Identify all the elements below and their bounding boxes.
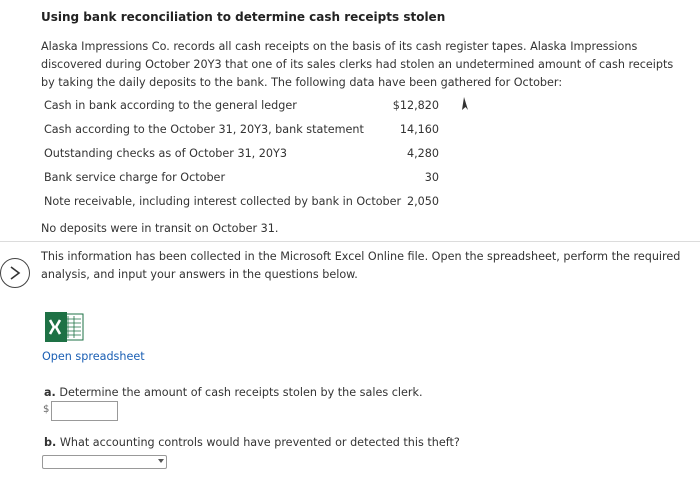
problem-intro: Alaska Impressions Co. records all cash receipts on the basis of its cash register tapes. Alaska Impressions discovered during October 20Y3 that one of its sales clerks had stolen an undetermined amount of cash receipts by taking the daily deposits to the bank. The following data have been gathered for October: <box>41 40 674 89</box>
table-row <box>41 193 451 217</box>
stolen-amount-input[interactable] <box>51 401 118 421</box>
row-value: 2,050 <box>406 195 439 208</box>
open-spreadsheet-link[interactable]: Open spreadsheet <box>42 350 145 363</box>
currency-symbol: $ <box>43 404 50 415</box>
excel-icon[interactable] <box>43 311 85 343</box>
table-row <box>41 169 451 193</box>
data-table <box>41 97 451 217</box>
row-value: 30 <box>424 171 439 184</box>
question-b-text: What accounting controls would have prevented or detected this theft? <box>59 436 460 449</box>
chevron-right-icon <box>8 265 22 281</box>
chevron-down-icon <box>158 459 164 463</box>
row-value: 4,280 <box>406 147 439 160</box>
table-row <box>41 121 451 145</box>
question-a-prefix: a. <box>44 386 56 399</box>
question-b <box>44 436 460 449</box>
section-divider <box>0 241 700 242</box>
row-label: Bank service charge for October <box>44 171 226 184</box>
instructions-text: This information has been collected in the Microsoft Excel Online file. Open the spreadsheet, perform the required analysis, and input your answers in the questions below. <box>41 250 681 281</box>
table-row <box>41 97 451 121</box>
expand-button[interactable] <box>0 258 30 288</box>
question-a <box>44 386 423 399</box>
mouse-pointer-icon <box>458 96 472 112</box>
problem-title: Using bank reconciliation to determine cash receipts stolen <box>41 10 446 24</box>
row-label: Cash according to the October 31, 20Y3, bank statement <box>44 123 364 136</box>
controls-dropdown[interactable] <box>42 455 167 469</box>
question-b-prefix: b. <box>44 436 57 449</box>
deposit-note: No deposits were in transit on October 31. <box>41 222 279 235</box>
row-label: Outstanding checks as of October 31, 20Y3 <box>44 147 287 160</box>
row-label: Note receivable, including interest collected by bank in October <box>44 195 402 208</box>
table-row <box>41 145 451 169</box>
row-value: $12,820 <box>392 99 439 112</box>
question-a-text: Determine the amount of cash receipts stolen by the sales clerk. <box>59 386 423 399</box>
row-value: 14,160 <box>399 123 439 136</box>
row-label: Cash in bank according to the general ledger <box>44 99 297 112</box>
